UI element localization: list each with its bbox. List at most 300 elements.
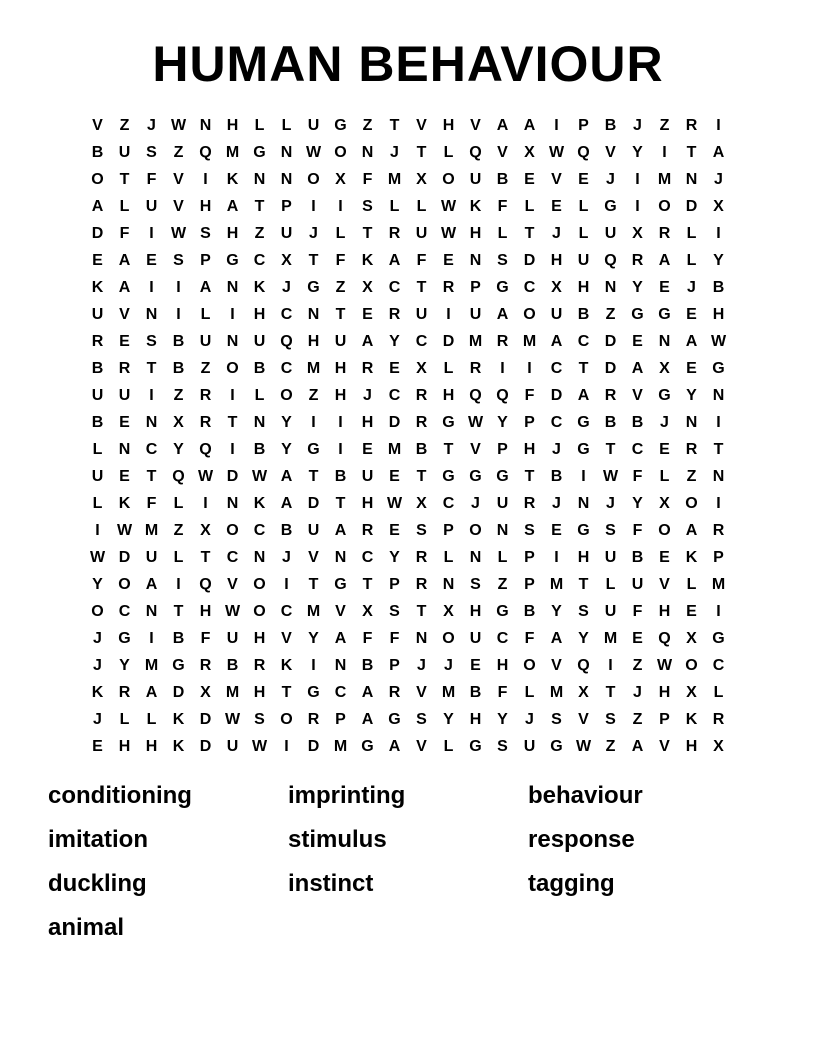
grid-letter: J [552,441,561,458]
grid-row [84,409,732,436]
grid-letter: V [119,306,130,323]
grid-letter: W [251,468,268,485]
grid-letter: G [577,441,590,458]
grid-letter: P [389,657,400,674]
grid-letter: T [227,414,238,431]
grid-letter: K [253,279,266,296]
grid-letter: M [522,333,537,350]
grid-letter: E [632,333,643,350]
grid-letter: U [118,387,131,404]
grid-letter: G [631,306,644,323]
grid-letter: V [227,576,238,593]
grid-row [84,625,732,652]
grid-letter: T [416,603,427,620]
grid-letter: D [199,738,212,755]
grid-letter: N [685,414,698,431]
grid-letter: I [716,603,721,620]
grid-letter: G [712,630,725,647]
grid-row [84,571,732,598]
grid-letter: E [686,360,697,377]
grid-letter: R [469,360,482,377]
grid-letter: U [199,333,212,350]
grid-letter: O [658,198,671,215]
grid-letter: Q [604,252,617,269]
grid-letter: E [686,603,697,620]
grid-letter: B [172,333,185,350]
grid-letter: B [334,468,347,485]
grid-letter: C [442,495,455,512]
grid-letter: S [551,711,562,728]
grid-letter: K [361,252,374,269]
grid-letter: J [309,225,318,242]
grid-letter: W [548,144,565,161]
word-list-item: tagging [528,870,615,897]
grid-row [84,193,732,220]
grid-letter: O [226,360,239,377]
grid-letter: N [253,171,266,188]
grid-letter: R [388,684,401,701]
grid-letter: V [308,549,319,566]
grid-letter: L [497,225,508,242]
grid-letter: X [416,171,427,188]
grid-letter: L [524,684,535,701]
grid-letter: L [281,117,292,134]
grid-letter: L [119,198,130,215]
grid-letter: C [388,279,401,296]
grid-letter: D [388,414,401,431]
grid-letter: L [659,468,670,485]
grid-letter: U [118,144,131,161]
grid-letter: D [118,549,131,566]
grid-letter: V [551,171,562,188]
grid-letter: U [415,306,428,323]
grid-letter: H [334,387,347,404]
grid-letter: O [442,171,455,188]
grid-letter: G [577,522,590,539]
grid-letter: T [308,252,319,269]
grid-letter: Y [578,630,589,647]
grid-letter: C [145,441,158,458]
grid-letter: S [416,711,427,728]
grid-letter: W [116,522,133,539]
grid-letter: T [416,279,427,296]
grid-letter: T [443,441,454,458]
grid-row [84,328,732,355]
grid-letter: Y [443,711,454,728]
grid-letter: E [443,252,454,269]
grid-letter: X [551,279,562,296]
grid-letter: I [176,576,181,593]
grid-letter: H [496,657,509,674]
grid-letter: H [685,738,698,755]
grid-letter: W [224,603,241,620]
grid-row [84,166,732,193]
grid-letter: X [416,495,427,512]
grid-letter: U [226,630,239,647]
grid-letter: R [712,711,725,728]
grid-letter: R [415,414,428,431]
grid-letter: Z [659,117,670,134]
grid-row [84,706,732,733]
grid-letter: N [199,117,212,134]
grid-letter: T [173,603,184,620]
grid-letter: H [442,387,455,404]
grid-letter: H [334,360,347,377]
grid-letter: N [145,603,158,620]
grid-letter: X [173,414,184,431]
word-list [48,776,768,952]
grid-letter: N [145,414,158,431]
grid-letter: W [224,711,241,728]
grid-letter: E [119,333,130,350]
grid-letter: J [633,117,642,134]
grid-letter: U [550,306,563,323]
grid-letter: C [550,360,563,377]
grid-letter: E [389,468,400,485]
grid-letter: Q [199,441,212,458]
grid-letter: I [176,279,181,296]
grid-letter: I [662,144,667,161]
grid-letter: P [497,441,508,458]
grid-letter: A [199,279,212,296]
grid-letter: T [416,468,427,485]
grid-letter: J [282,279,291,296]
grid-letter: B [280,522,293,539]
grid-letter: V [335,603,346,620]
grid-letter: J [633,684,642,701]
grid-letter: J [363,387,372,404]
grid-letter: G [712,360,725,377]
grid-letter: E [92,738,103,755]
grid-letter: G [496,603,509,620]
grid-letter: A [523,117,536,134]
grid-letter: D [604,333,617,350]
grid-letter: I [581,468,586,485]
grid-letter: K [91,279,104,296]
grid-letter: G [334,117,347,134]
grid-letter: M [387,441,402,458]
grid-letter: S [605,711,616,728]
grid-letter: U [91,468,104,485]
grid-letter: R [604,387,617,404]
grid-letter: H [226,225,239,242]
grid-letter: P [281,198,292,215]
grid-letter: D [604,360,617,377]
grid-letter: V [281,630,292,647]
grid-letter: R [361,522,374,539]
grid-letter: A [550,630,563,647]
grid-letter: I [500,360,505,377]
grid-row [84,544,732,571]
grid-letter: N [469,549,482,566]
grid-letter: Y [173,441,184,458]
grid-letter: L [119,711,130,728]
grid-letter: Z [173,144,184,161]
grid-letter: W [467,414,484,431]
grid-letter: R [388,306,401,323]
grid-letter: I [608,657,613,674]
grid-letter: D [226,468,239,485]
grid-letter: P [470,279,481,296]
grid-letter: L [578,198,589,215]
grid-letter: F [524,387,535,404]
grid-letter: O [253,603,266,620]
grid-letter: H [307,333,320,350]
grid-letter: T [524,225,535,242]
grid-letter: B [253,360,266,377]
grid-letter: U [307,522,320,539]
grid-letter: C [280,306,293,323]
grid-letter: R [631,252,644,269]
grid-letter: I [716,225,721,242]
grid-letter: Y [551,603,562,620]
grid-letter: C [118,603,131,620]
grid-letter: J [417,657,426,674]
grid-letter: L [200,306,211,323]
grid-letter: H [442,117,455,134]
grid-letter: S [254,711,265,728]
grid-letter: S [524,522,535,539]
grid-letter: M [387,171,402,188]
grid-letter: B [91,360,104,377]
grid-letter: L [443,144,454,161]
grid-letter: M [144,657,159,674]
grid-letter: B [415,441,428,458]
grid-letter: D [550,387,563,404]
grid-letter: F [632,468,643,485]
grid-letter: T [119,171,130,188]
grid-letter: T [605,684,616,701]
grid-letter: K [118,495,131,512]
grid-letter: K [685,711,698,728]
grid-letter: Z [173,387,184,404]
grid-letter: C [523,279,536,296]
grid-letter: G [226,252,239,269]
grid-letter: O [118,576,131,593]
grid-letter: I [554,549,559,566]
grid-letter: M [333,738,348,755]
grid-letter: V [659,738,670,755]
grid-letter: S [146,144,157,161]
grid-letter: I [338,198,343,215]
grid-letter: Q [280,333,293,350]
grid-letter: L [443,738,454,755]
grid-letter: R [415,576,428,593]
grid-letter: O [658,522,671,539]
grid-letter: R [415,549,428,566]
grid-letter: N [226,495,239,512]
grid-letter: G [442,468,455,485]
grid-letter: J [444,657,453,674]
grid-letter: E [119,414,130,431]
grid-letter: U [604,549,617,566]
grid-letter: S [200,225,211,242]
grid-letter: P [200,252,211,269]
grid-letter: O [280,711,293,728]
grid-letter: S [497,252,508,269]
grid-letter: L [173,549,184,566]
grid-letter: G [658,306,671,323]
grid-row [84,733,732,760]
grid-letter: L [254,387,265,404]
grid-letter: A [334,522,347,539]
grid-letter: N [226,279,239,296]
grid-letter: K [469,198,482,215]
grid-letter: G [442,414,455,431]
grid-row [84,598,732,625]
grid-letter: X [632,225,643,242]
grid-letter: W [710,333,727,350]
grid-letter: F [362,630,373,647]
grid-letter: B [91,144,104,161]
grid-letter: B [361,657,374,674]
grid-letter: H [361,414,374,431]
grid-letter: H [469,225,482,242]
grid-letter: I [230,387,235,404]
grid-letter: Z [497,576,508,593]
grid-letter: G [361,738,374,755]
grid-letter: R [523,495,536,512]
grid-letter: G [307,279,320,296]
grid-letter: G [496,468,509,485]
grid-letter: W [170,117,187,134]
grid-letter: M [225,144,240,161]
grid-letter: B [604,414,617,431]
grid-letter: L [686,225,697,242]
grid-letter: C [253,522,266,539]
grid-letter: B [172,360,185,377]
grid-letter: J [552,225,561,242]
grid-letter: X [524,144,535,161]
grid-letter: A [388,738,401,755]
grid-letter: H [712,306,725,323]
grid-letter: L [92,441,103,458]
grid-letter: Q [658,630,671,647]
grid-letter: Y [497,414,508,431]
grid-letter: N [496,522,509,539]
grid-letter: X [416,360,427,377]
grid-letter: X [659,360,670,377]
grid-letter: U [631,576,644,593]
grid-letter: Z [605,306,616,323]
grid-letter: Q [496,387,509,404]
grid-letter: N [442,576,455,593]
grid-letter: E [389,360,400,377]
grid-letter: B [712,279,725,296]
grid-letter: H [145,738,158,755]
grid-letter: B [469,684,482,701]
grid-letter: B [172,630,185,647]
grid-letter: S [497,738,508,755]
grid-letter: I [149,630,154,647]
grid-letter: R [118,684,131,701]
grid-letter: U [361,468,374,485]
grid-row [84,490,732,517]
grid-letter: R [118,360,131,377]
grid-letter: C [631,441,644,458]
grid-letter: B [253,441,266,458]
grid-letter: Y [119,657,130,674]
grid-letter: Z [173,522,184,539]
grid-letter: I [311,198,316,215]
grid-letter: A [226,198,239,215]
grid-letter: N [280,171,293,188]
grid-letter: X [200,684,211,701]
grid-letter: D [442,333,455,350]
grid-letter: V [173,171,184,188]
grid-letter: Z [254,225,265,242]
grid-letter: N [253,414,266,431]
grid-letter: S [389,603,400,620]
grid-letter: J [552,495,561,512]
grid-letter: X [362,279,373,296]
grid-letter: G [253,144,266,161]
grid-row [84,139,732,166]
grid-letter: Z [632,711,643,728]
grid-letter: F [362,171,373,188]
grid-letter: C [361,549,374,566]
grid-letter: B [91,414,104,431]
grid-letter: W [197,468,214,485]
grid-letter: D [172,684,185,701]
grid-letter: T [524,468,535,485]
grid-row [84,355,732,382]
grid-letter: Y [713,252,724,269]
grid-letter: N [334,549,347,566]
grid-letter: E [362,306,373,323]
grid-letter: M [549,684,564,701]
grid-letter: G [658,387,671,404]
grid-letter: I [149,387,154,404]
grid-letter: U [307,117,320,134]
grid-letter: H [523,441,536,458]
grid-row [84,517,732,544]
grid-letter: Y [92,576,103,593]
grid-letter: F [524,630,535,647]
grid-letter: E [659,441,670,458]
grid-letter: O [226,522,239,539]
grid-letter: L [335,225,346,242]
grid-letter: J [93,711,102,728]
grid-letter: A [118,279,131,296]
grid-letter: N [469,252,482,269]
grid-letter: H [226,117,239,134]
grid-letter: I [203,171,208,188]
grid-letter: X [443,603,454,620]
grid-letter: T [389,117,400,134]
grid-letter: G [307,684,320,701]
grid-letter: C [550,414,563,431]
grid-letter: J [660,414,669,431]
grid-letter: H [253,684,266,701]
grid-letter: X [713,738,724,755]
grid-letter: E [551,522,562,539]
grid-letter: X [578,684,589,701]
word-list-item: imprinting [288,782,406,809]
grid-letter: U [469,171,482,188]
grid-letter: T [335,306,346,323]
grid-letter: N [361,144,374,161]
grid-letter: D [685,198,698,215]
grid-letter: F [119,225,130,242]
grid-letter: P [659,711,670,728]
grid-letter: N [307,306,320,323]
grid-letter: M [441,684,456,701]
grid-letter: I [230,306,235,323]
grid-letter: T [686,144,697,161]
grid-letter: A [118,252,131,269]
grid-letter: S [173,252,184,269]
